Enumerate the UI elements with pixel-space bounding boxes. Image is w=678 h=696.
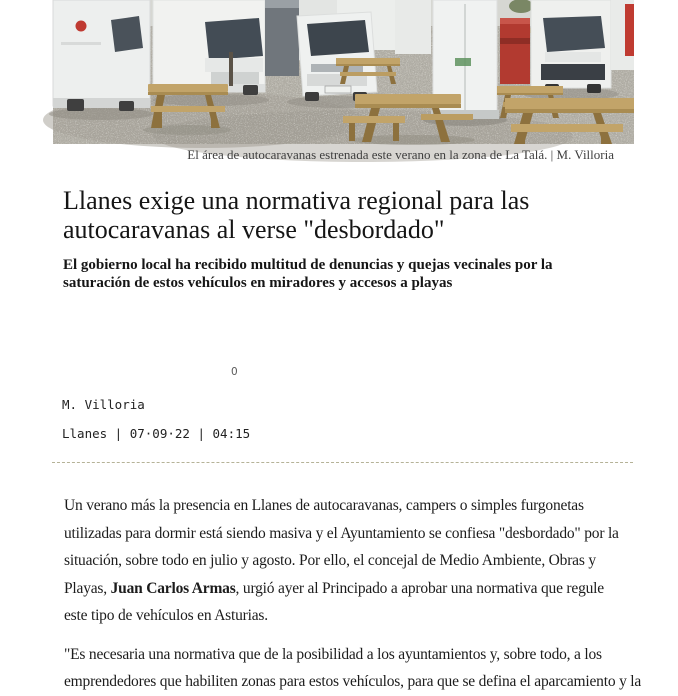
comment-count[interactable]: 0: [231, 366, 238, 378]
body-line: [64, 668, 654, 696]
body-text-span: Playas,: [64, 579, 111, 597]
body-text-span: "Es necesaria una normativa que de la posibilidad a los ayuntamientos y, sobre todo, a los: [64, 645, 602, 663]
body-text-span: este tipo de vehículos en Asturias.: [64, 607, 268, 625]
article-photo: [53, 0, 634, 144]
body-text-span: utilizadas para dormir está siendo masiva y el Ayuntamiento se confiesa "desbordado" por la: [64, 524, 619, 542]
headline-line-1: Llanes exige una normativa regional para las: [63, 186, 530, 215]
body-line: [64, 492, 654, 520]
photo-caption: El área de autocaravanas estrenada este verano en la zona de La Talá. | M. Villoria: [187, 147, 614, 162]
body-text-span: emprendedores que habiliten zonas para estos vehículos, para que se defina el aparcamiento y la: [64, 673, 642, 691]
article-subheadline: [63, 257, 623, 292]
body-line: [64, 641, 654, 669]
article-headline: [63, 187, 643, 244]
author-byline: M. Villoria: [62, 397, 145, 412]
body-line: [64, 547, 654, 575]
body-line: [64, 602, 654, 630]
content-divider: [52, 462, 633, 463]
subheadline-line-1: El gobierno local ha recibido multitud de denuncias y quejas vecinales por la: [63, 257, 553, 273]
subheadline-line-2: saturación de estos vehículos en miradores y accesos a playas: [63, 274, 453, 291]
motorhome-area-photo: [53, 0, 634, 144]
body-line: [64, 520, 654, 548]
article-body: [64, 492, 654, 696]
body-text-span: Un verano más la presencia en Llanes de autocaravanas, campers o simples furgonetas: [64, 497, 584, 514]
headline-line-2: autocaravanas al verse "desbordado": [63, 214, 445, 244]
body-line: [64, 575, 654, 603]
body-text-span: situación, sobre todo en julio y agosto. Por ello, el concejal de Medio Ambiente, Obras y: [64, 552, 596, 570]
dateline: Llanes | 07·09·22 | 04:15: [62, 426, 251, 441]
bold-person-name: Juan Carlos Armas: [110, 579, 236, 597]
body-text-span: , urgió ayer al Principado a aprobar una normativa que regule: [235, 579, 604, 597]
